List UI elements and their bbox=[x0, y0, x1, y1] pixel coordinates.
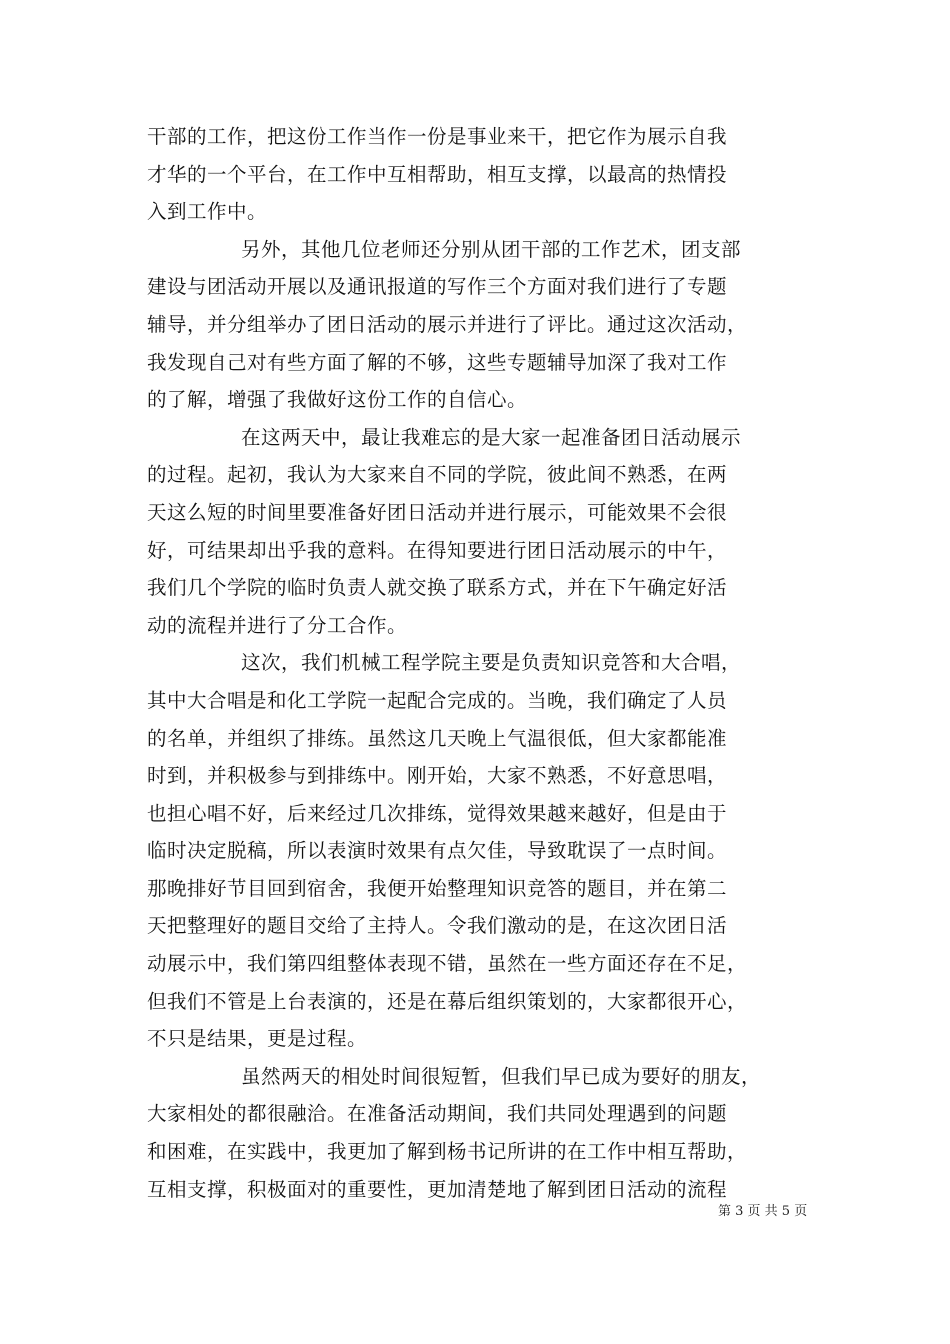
page-number: 第 3 页 共 5 页 bbox=[718, 1204, 808, 1219]
text-line: 才华的一个平台，在工作中互相帮助，相互支撑，以最高的热情投 bbox=[147, 162, 728, 186]
text-line: 入到工作中。 bbox=[147, 200, 268, 224]
text-line: 天这么短的时间里要准备好团日活动并进行展示，可能效果不会很 bbox=[147, 500, 728, 524]
paragraph bbox=[147, 1058, 807, 1208]
text-line: 动展示中，我们第四组整体表现不错，虽然在一些方面还存在不足， bbox=[147, 952, 748, 976]
text-line: 不只是结果，更是过程。 bbox=[147, 1027, 368, 1051]
text-line: 也担心唱不好，后来经过几次排练，觉得效果越来越好，但是由于 bbox=[147, 801, 728, 825]
text-line: 干部的工作，把这份工作当作一份是事业来干，把它作为展示自我 bbox=[147, 125, 728, 148]
text-line: 虽然两天的相处时间很短暂，但我们早已成为要好的朋友， bbox=[241, 1064, 762, 1088]
text-line: 动的流程并进行了分工合作。 bbox=[147, 613, 408, 637]
text-line: 和困难，在实践中，我更加了解到杨书记所讲的在工作中相互帮助， bbox=[147, 1140, 748, 1164]
text-line: 那晚排好节目回到宿舍，我便开始整理知识竞答的题目，并在第二 bbox=[147, 876, 728, 900]
text-line: 时到，并积极参与到排练中。刚开始，大家不熟悉，不好意思唱， bbox=[147, 764, 728, 788]
text-line: 我发现自己对有些方面了解的不够，这些专题辅导加深了我对工作 bbox=[147, 350, 728, 374]
document-body bbox=[147, 118, 807, 1208]
paragraph bbox=[147, 118, 807, 231]
text-line: 这次，我们机械工程学院主要是负责知识竞答和大合唱， bbox=[241, 651, 742, 675]
text-line: 的了解，增强了我做好这份工作的自信心。 bbox=[147, 388, 528, 412]
text-line: 但我们不管是上台表演的，还是在幕后组织策划的，大家都很开心， bbox=[147, 989, 748, 1013]
paragraph bbox=[147, 231, 807, 419]
text-line: 辅导，并分组举办了团日活动的展示并进行了评比。通过这次活动， bbox=[147, 312, 748, 336]
text-line: 的过程。起初，我认为大家来自不同的学院，彼此间不熟悉，在两 bbox=[147, 463, 728, 487]
text-line: 在这两天中，最让我难忘的是大家一起准备团日活动展示 bbox=[241, 425, 742, 449]
text-line: 另外，其他几位老师还分别从团干部的工作艺术，团支部 bbox=[241, 237, 742, 261]
text-line: 互相支撑，积极面对的重要性，更加清楚地了解到团日活动的流程 bbox=[147, 1177, 728, 1201]
paragraph bbox=[147, 419, 807, 645]
text-line: 好，可结果却出乎我的意料。在得知要进行团日活动展示的中午， bbox=[147, 538, 728, 562]
text-line: 我们几个学院的临时负责人就交换了联系方式，并在下午确定好活 bbox=[147, 576, 728, 600]
text-line: 天把整理好的题目交给了主持人。令我们激动的是，在这次团日活 bbox=[147, 914, 728, 938]
paragraph bbox=[147, 644, 807, 1058]
text-line: 其中大合唱是和化工学院一起配合完成的。当晚，我们确定了人员 bbox=[147, 688, 728, 712]
text-line: 临时决定脱稿，所以表演时效果有点欠佳，导致耽误了一点时间。 bbox=[147, 839, 728, 863]
text-line: 大家相处的都很融洽。在准备活动期间，我们共同处理遇到的问题 bbox=[147, 1102, 728, 1126]
text-line: 建设与团活动开展以及通讯报道的写作三个方面对我们进行了专题 bbox=[147, 275, 728, 299]
text-line: 的名单，并组织了排练。虽然这几天晚上气温很低，但大家都能准 bbox=[147, 726, 728, 750]
